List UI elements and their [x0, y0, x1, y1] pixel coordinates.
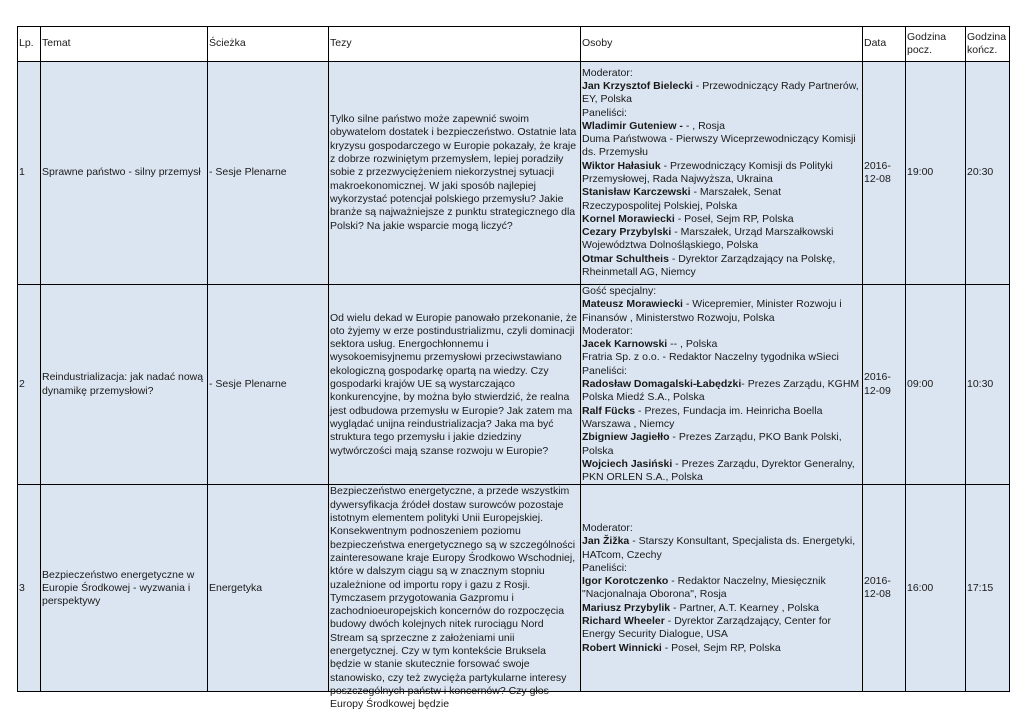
header-row — [18, 27, 1010, 62]
people-group-label: Paneliści: — [582, 106, 627, 119]
people-list — [582, 67, 861, 280]
people-group-label: Moderator: — [582, 66, 633, 79]
person-name: Wladimir Guteniew - — [582, 119, 686, 132]
person-entry — [582, 378, 861, 405]
header-godzina-pocz: Godzina pocz. — [906, 27, 966, 62]
cell-temat: Bezpieczeństwo energetyczne w Europie Środkowej - wyzwania i perspektywy — [41, 485, 208, 692]
person-name: Mariusz Przybylik — [582, 601, 671, 614]
person-name: Jan Krzysztof Bielecki — [582, 79, 693, 92]
header-godzina-konc: Godzina kończ. — [966, 27, 1010, 62]
person-name: Ralf Fücks — [582, 404, 636, 417]
cell-data: 2016-12-08 — [863, 62, 906, 285]
person-description: - Wicepremier, Minister Rozwoju i Finansów , Ministerstwo Rozwoju, Polska — [582, 298, 842, 324]
cell-data: 2016-12-08 — [863, 485, 906, 692]
person-name: Richard Wheeler — [582, 615, 665, 628]
person-entry — [582, 642, 861, 655]
cell-osoby — [581, 285, 863, 485]
person-name: Jan Žižka — [582, 535, 630, 548]
cell-godzina-konc: 10:30 — [966, 285, 1010, 485]
person-name: Robert Winnicki — [582, 641, 662, 654]
people-list — [582, 522, 861, 655]
person-entry — [582, 298, 861, 325]
person-entry — [582, 226, 861, 253]
person-description: - Partner, A.T. Kearney , Polska — [670, 601, 819, 614]
cell-lp: 1 — [18, 62, 41, 285]
people-group-label: Paneliści: — [582, 364, 627, 377]
cell-sciezka: - Sesje Plenarne — [208, 285, 329, 485]
person-entry — [582, 602, 861, 615]
person-description: - Starszy Konsultant, Specjalista ds. Energetyki, HATcom, Czechy — [582, 535, 856, 561]
person-name: Wiktor Hałasiuk — [582, 159, 661, 172]
person-description: - Przewodniczący Komisji ds Polityki Przemysłowej, Rada Najwyższa, Ukraina — [582, 159, 833, 185]
person-entry — [582, 253, 861, 280]
cell-temat: Sprawne państwo - silny przemysł — [41, 62, 208, 285]
cell-sciezka: Energetyka — [208, 485, 329, 692]
person-entry — [582, 160, 861, 187]
person-description: - Poseł, Sejm RP, Polska — [674, 212, 794, 225]
person-description: - Poseł, Sejm RP, Polska — [661, 641, 781, 654]
agenda-table — [17, 26, 1010, 711]
person-description: - Prezes, Fundacja im. Heinricha Boella Warszawa , Niemcy — [582, 404, 823, 430]
cell-osoby — [581, 62, 863, 285]
person-entry — [582, 213, 861, 226]
person-name: Igor Korotczenko — [582, 575, 669, 588]
people-list — [582, 285, 861, 484]
header-tezy: Tezy — [329, 27, 581, 62]
person-name: Stanisław Karczewski — [582, 186, 691, 199]
person-description: - Marszałek, Urząd Marszałkowski Województwa Dolnośląskiego, Polska — [582, 226, 834, 252]
person-description: - Przewodniczący Rady Partnerów, EY, Polska — [582, 79, 859, 106]
cell-sciezka: - Sesje Plenarne — [208, 62, 329, 285]
cell-data: 2016-12-09 — [863, 285, 906, 485]
cell-temat: Reindustrializacja: jak nadać nową dynamikę przemysłowi? — [41, 285, 208, 485]
table-row — [18, 62, 1010, 285]
person-name: Cezary Przybylski — [582, 226, 672, 239]
header-sciezka: Ścieżka — [208, 27, 329, 62]
table-row — [18, 285, 1010, 485]
header-osoby: Osoby — [581, 27, 863, 62]
cell-godzina-pocz: 16:00 — [906, 485, 966, 692]
person-entry — [582, 458, 861, 485]
person-description: -- , Polska — [667, 338, 718, 351]
cell-godzina-pocz: 09:00 — [906, 285, 966, 485]
person-description: - Redaktor Naczelny, Miesięcznik "Nacjonalnaja Oborona", Rosja — [582, 575, 826, 601]
person-entry — [582, 338, 861, 351]
person-description: - Dyrektor Zarządzający na Polskę, Rheinmetall AG, Niemcy — [582, 252, 836, 279]
cell-osoby — [581, 485, 863, 692]
person-entry — [582, 120, 861, 133]
person-description: - Prezes Zarządu, PKO Bank Polski, Polska — [582, 431, 842, 457]
person-name: Zbigniew Jagiełło — [582, 431, 670, 444]
cell-lp: 2 — [18, 285, 41, 485]
person-description: - Prezes Zarządu, Dyrektor Generalny, PKN ORLEN S.A., Polska — [582, 457, 855, 484]
people-group-label: Moderator: — [582, 324, 633, 337]
cell-godzina-konc: 17:15 — [966, 485, 1010, 692]
person-entry — [582, 535, 861, 562]
person-description: - Dyrektor Zarządzający, Center for Energy Security Dialogue, USA — [582, 615, 831, 641]
cell-godzina-pocz: 19:00 — [906, 62, 966, 285]
person-name: Kornel Morawiecki — [582, 212, 675, 225]
person-entry — [582, 615, 861, 642]
cell-godzina-konc: 20:30 — [966, 62, 1010, 285]
cell-tezy: Tylko silne państwo może zapewnić swoim obywatelom dostatek i bezpieczeństwo. Ostatnie lata kryzysu gospodarczego w Europie pokazały, że kraje z dobrze rozwiniętym przemysłem, lepiej poradziły sobie z przezwyciężeniem niekorzystnej sytuacji makroekonomicznej. W jaki sposób najlepiej wykorzystać potencjał polskiego przemysłu? Jakie branże są najważniejsze z punktu strategicznego dla Polski? Na jakie wsparcie mogą liczyć? — [329, 62, 581, 285]
tezy-text: Bezpieczeństwo energetyczne, a przede wszystkim dywersyfikacja źródeł dostaw surowców pozostaje istotnym elementem polityki Unii Europejskiej. Konsekwentnym podnoszeniem poziomu bezpieczeństwa energetycznego są w szczególności zainteresowane kraje Europy Środkowo Wschodniej, które w dalszym ciągu są w znacznym stopniu uzależnione od importu ropy i gazu z Rosji. Tymczasem przygotowania Gazpromu i zachodnioeuropejskich koncernów do rozpoczęcia budowy dwóch kolejnych nitek rurociągu Nord Stream są sprzeczne z założeniami unii energetycznej. Czy w tym kontekście Bruksela będzie w stanie skutecznie forsować swoje stanowisko, czy też zwycięża partykularne interesy poszczególnych państw i koncernów? Czy głos Europy Środkowej będzie — [330, 485, 576, 711]
person-entry — [582, 80, 861, 107]
person-entry — [582, 575, 861, 602]
cell-tezy — [329, 485, 581, 711]
person-name: Mateusz Morawiecki — [582, 298, 683, 311]
header-data: Data — [863, 27, 906, 62]
person-entry — [582, 431, 861, 458]
people-group-label: Duma Państwowa - Pierwszy Wiceprzewodniczący Komisji ds. Przemysłu — [582, 133, 856, 159]
person-entry — [582, 405, 861, 432]
person-description: - , Rosja — [685, 119, 725, 132]
person-name: Radosław Domagalski-Łabędzki — [582, 378, 742, 391]
header-lp: Lp. — [18, 27, 41, 62]
person-entry — [582, 186, 861, 213]
person-name: Otmar Schultheis — [582, 252, 669, 265]
cell-tezy: Od wielu dekad w Europie panowało przekonanie, że oto żyjemy w erze postindustrializmu, czyli dominacji sektora usług. Energochłonnemu i wysokoemisyjnemu przemysłowi przeciwstawiano ekologiczną gospodarkę opartą na wiedzy. Czy gospodarki krajów UE są wystarczająco konkurencyjne, by można było stwierdzić, że realna jest odbudowa przemysłu w Europie? Jak zatem ma wyglądać unijna reindustrializacja? Jaka ma być struktura tego przemysłu i jakie dziedziny wytwórczości mają szanse rozwoju w Europie? — [329, 285, 581, 485]
people-group-label: Paneliści: — [582, 561, 627, 574]
people-group-label: Moderator: — [582, 521, 633, 534]
person-description: - Prezes Zarządu, KGHM Polska Miedź S.A., Polska — [582, 378, 860, 404]
table-row — [18, 485, 1010, 692]
cell-lp: 3 — [18, 485, 41, 692]
person-name: Jacek Karnowski — [582, 338, 668, 351]
header-temat: Temat — [41, 27, 208, 62]
person-description: - Marszałek, Senat Rzeczypospolitej Polskiej, Polska — [582, 186, 782, 212]
people-group-label: Gość specjalny: — [582, 285, 657, 297]
person-name: Wojciech Jasiński — [582, 457, 673, 470]
people-group-label: Fratria Sp. z o.o. - Redaktor Naczelny tygodnika wSieci — [582, 351, 839, 364]
